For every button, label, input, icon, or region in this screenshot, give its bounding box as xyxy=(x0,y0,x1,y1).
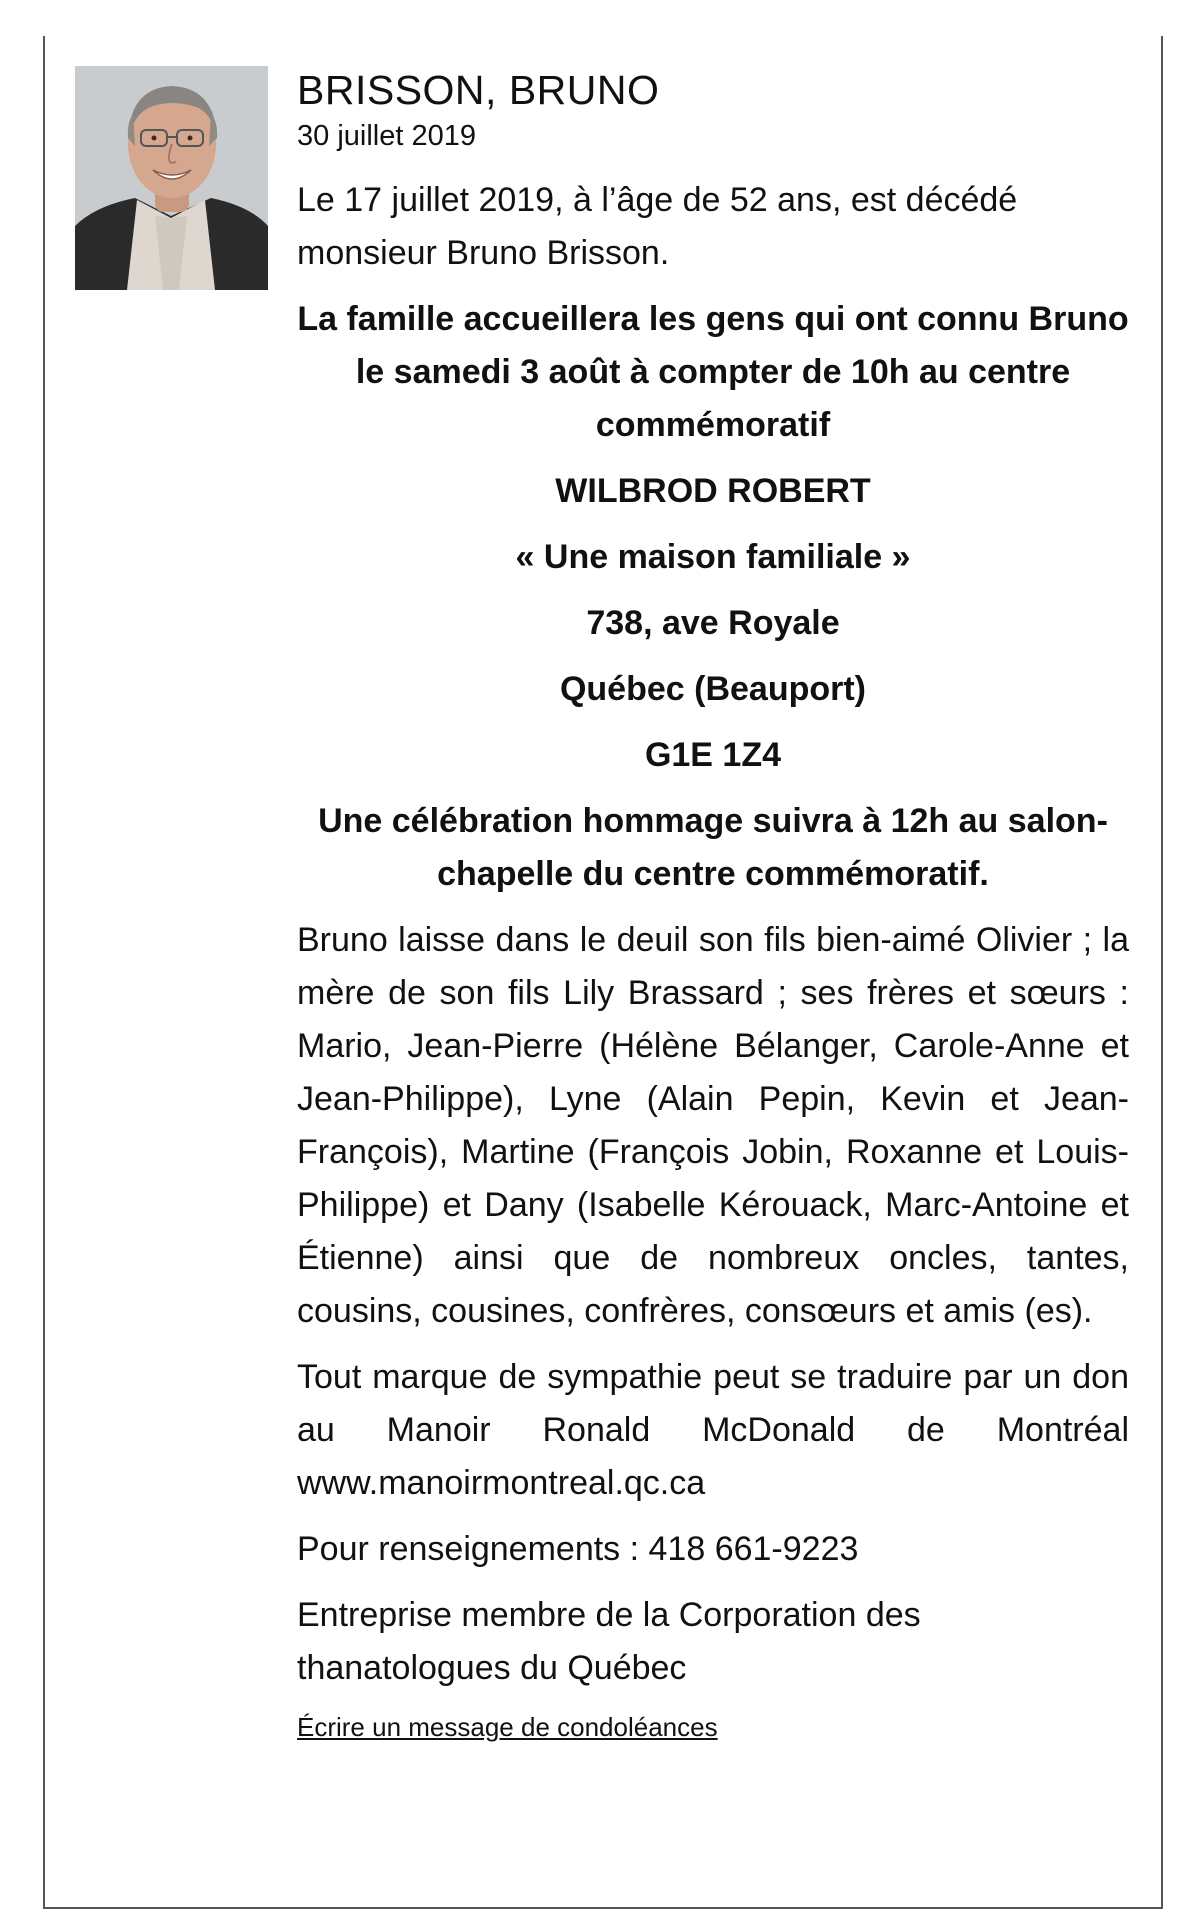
deceased-name: BRISSON, BRUNO xyxy=(297,67,660,113)
address-city: Québec (Beauport) xyxy=(559,670,867,708)
publication-date: 30 juillet 2019 xyxy=(297,120,476,152)
donation-paragraph: Tout marque de sympathie peut se traduire par un don au Manoir Ronald McDonald de Montréal www.manoirmontreal.qc.ca xyxy=(297,1358,1129,1502)
contact-info: Pour renseignements : 418 661-9223 xyxy=(297,1530,859,1568)
obituary-content xyxy=(297,62,1129,1744)
membership-note: Entreprise membre de la Corporation des thanatologues du Québec xyxy=(297,1596,921,1687)
death-announcement: Le 17 juillet 2019, à l’âge de 52 ans, est décédé monsieur Bruno Brisson. xyxy=(297,181,1018,272)
address-street: 738, ave Royale xyxy=(586,604,840,642)
write-condolences-link[interactable]: Écrire un message de condoléances xyxy=(297,1712,718,1742)
ceremony-details: Une célébration hommage suivra à 12h au salon-chapelle du centre commémoratif. xyxy=(318,802,1108,893)
funeral-home-name: WILBROD ROBERT xyxy=(555,472,871,510)
survivors-paragraph: Bruno laisse dans le deuil son fils bien-aimé Olivier ; la mère de son fils Lily Brassard ; ses frères et sœurs : Mario, Jean-Pierre (Hélène Bélanger, Carole-Anne et Jean-Philippe), Lyne (Alain Pepin, Kevin et Jean-François), Martine (François Jobin, Roxanne et Louis-Philippe) et Dany (Isabelle Kérouack, Marc-Antoine et Étienne) ainsi que de nombreux oncles, tantes, cousins, cousines, confrères, consœurs et amis (es). xyxy=(297,921,1129,1330)
address-postal-code: G1E 1Z4 xyxy=(644,736,782,774)
portrait-photo xyxy=(75,66,268,290)
funeral-home-tagline: « Une maison familiale » xyxy=(515,538,911,576)
visitation-details: La famille accueillera les gens qui ont connu Bruno le samedi 3 août à compter de 10h au centre commémoratif xyxy=(297,300,1129,444)
